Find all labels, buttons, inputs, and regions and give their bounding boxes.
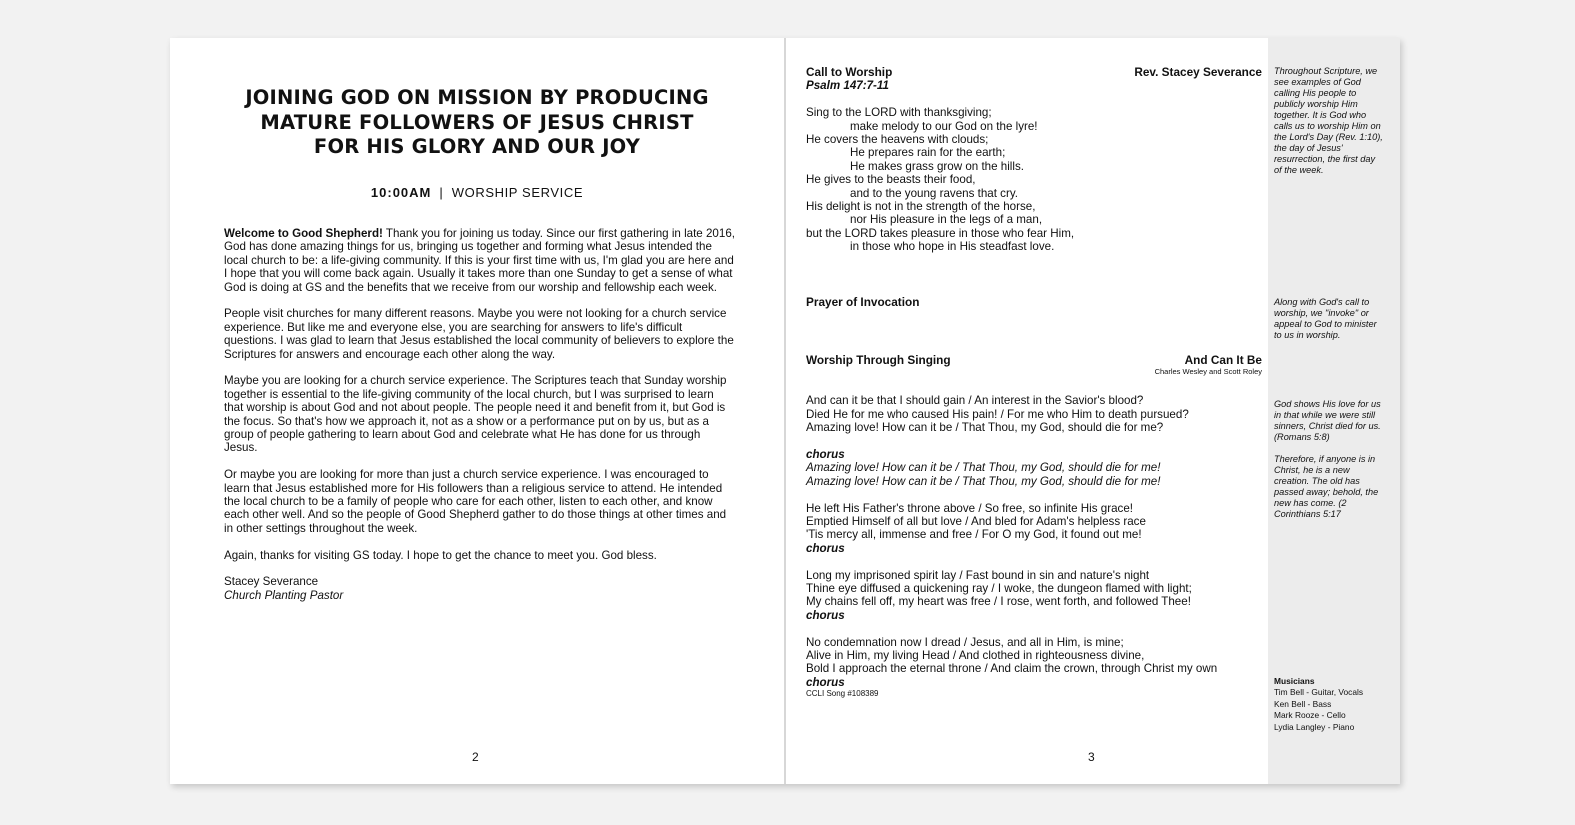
chorus-label: chorus (806, 675, 845, 689)
note-text: God shows His love for us in that while we were still sinners, Christ died for us. (Romans 5:8) (1274, 399, 1381, 442)
right-page (786, 38, 1400, 784)
page-number: 3 (1088, 750, 1095, 764)
scripture-line: Sing to the LORD with thanksgiving; (806, 106, 992, 120)
verse (806, 569, 1262, 623)
sidebar-note (1274, 399, 1384, 531)
verse (806, 636, 1262, 690)
sidebar-note (1274, 297, 1384, 352)
page-number: 2 (472, 750, 479, 764)
musicians-list (1274, 676, 1394, 733)
scripture-line: in those who hope in His steadfast love. (850, 240, 1055, 254)
ccli-number: CCLI Song #108389 (806, 689, 879, 699)
lyric-line: Died He for me who caused His pain! / For me who Him to death pursued? (806, 407, 1189, 421)
scripture-line: but the LORD takes pleasure in those who fear Him, (806, 226, 1075, 240)
title-line: JOINING GOD ON MISSION BY PRODUCING (245, 86, 709, 109)
title-line: FOR HIS GLORY AND OUR JOY (313, 135, 641, 158)
lyric-line: Emptied Himself of all but love / And bled for Adam's helpless race (806, 515, 1146, 529)
left-page (170, 38, 784, 784)
service-heading (210, 185, 744, 200)
lyric-line: My chains fell off, my heart was free / I rose, went forth, and followed Thee! (806, 595, 1191, 609)
section-heading: Call to Worship (806, 65, 893, 79)
lyric-line: Thine eye diffused a quickening ray / I woke, the dungeon flamed with light; (806, 582, 1192, 596)
section-heading: Worship Through Singing (806, 353, 951, 367)
chorus-label: chorus (806, 608, 845, 622)
lyric-line: No condemnation now I dread / Jesus, and all in Him, is mine; (806, 635, 1124, 649)
signature-name: Stacey Severance (224, 575, 319, 589)
chorus-block (806, 448, 1262, 488)
welcome-paragraph (224, 227, 736, 294)
scripture-line: make melody to our God on the lyre! (850, 119, 1038, 133)
song-credit: Charles Wesley and Scott Roley (1154, 367, 1262, 377)
musicians-heading: Musicians (1274, 676, 1315, 686)
note-text: Along with God's call to worship, we "invoke" or appeal to God to minister to us in worship. (1274, 297, 1377, 340)
lyric-line: Alive in Him, my living Head / And clothed in righteousness divine, (806, 649, 1145, 663)
verse (806, 502, 1262, 556)
service-time: 10:00AM (370, 185, 432, 200)
welcome-bold: Welcome to Good Shepherd! (224, 227, 383, 240)
musician: Tim Bell - Guitar, Vocals (1274, 687, 1364, 698)
section-header (806, 66, 1262, 79)
musician: Ken Bell - Bass (1274, 698, 1332, 709)
scripture-line: His delight is not in the strength of the horse, (806, 200, 1036, 214)
mission-title (210, 86, 744, 160)
welcome-letter (224, 227, 736, 602)
scripture-reference: Psalm 147:7-11 (806, 79, 889, 93)
note-text: Throughout Scripture, we see examples of God calling His people to publicly worship Him together. It is God who calls us to worship Him on the Lord's Day (Rev. 1:10), the day of Jesus' resurrection, the first day of the week. (1274, 66, 1383, 175)
letter-paragraph: Again, thanks for visiting GS today. I hope to get the chance to meet you. God bless. (224, 548, 657, 562)
chorus-label: chorus (806, 541, 845, 555)
scripture-lines (806, 106, 1262, 253)
lyric-line: He left His Father's throne above / So free, so infinite His grace! (806, 501, 1133, 515)
scripture-line: He makes grass grow on the hills. (850, 159, 1024, 173)
section-header (806, 296, 1262, 309)
sidebar-note (1274, 66, 1384, 187)
section-heading: Prayer of Invocation (806, 295, 920, 309)
scripture-line: and to the young ravens that cry. (850, 186, 1018, 200)
call-to-worship (806, 66, 1262, 254)
service-name: WORSHIP SERVICE (451, 185, 584, 200)
bulletin-spread (170, 38, 1400, 784)
title-line: MATURE FOLLOWERS OF JESUS CHRIST (260, 110, 694, 134)
musician: Lydia Langley - Piano (1274, 721, 1355, 732)
letter-paragraph: Maybe you are looking for a church service experience. The Scriptures teach that Sunday worship together is essential to the life-giving community of the local church, but I was surprised to learn that worship is about God and not about people. The people need it and benefit from it, but God is the focus. So that's how we approach it, not as a show or a performance put on by us, but as a group of people gathering to learn about God and celebrate what He has done for us through Jesus. (224, 374, 727, 455)
musician: Mark Rooze - Cello (1274, 710, 1346, 721)
service-separator: | (439, 185, 444, 200)
section-header (806, 354, 1262, 367)
scripture-line: He covers the heavens with clouds; (806, 133, 989, 147)
verse (806, 394, 1262, 434)
prayer-section (806, 296, 1262, 309)
leader-name: Rev. Stacey Severance (1134, 65, 1262, 79)
lyric-line: Long my imprisoned spirit lay / Fast bound in sin and nature's night (806, 568, 1150, 582)
note-text: Therefore, if anyone is in Christ, he is a new creation. The old has passed away; behold, the new has come. (2 Corinthians 5:17 (1274, 454, 1379, 519)
signature-title: Church Planting Pastor (224, 588, 344, 602)
lyric-line: 'Tis mercy all, immense and free / For O my God, it found out me! (806, 528, 1142, 542)
lyric-line: Amazing love! How can it be / That Thou, my God, should die for me! (806, 461, 1161, 475)
lyric-line: Amazing love! How can it be / That Thou, my God, should die for me? (806, 421, 1164, 435)
chorus-label: chorus (806, 448, 845, 462)
letter-paragraph: People visit churches for many different reasons. Maybe you were not looking for a church service experience. But like me and everyone else, you are searching for answers to life's difficult questions. I was glad to learn that Jesus established the local community of believers to explore the Scriptures for answers and encourage each other along the way. (224, 307, 734, 361)
lyric-line: Bold I approach the eternal throne / And claim the crown, through Christ my own (806, 662, 1218, 676)
welcome-text: Thank you for joining us today. Since our first gathering in late 2016, God has done amazing things for us, bringing us together and forming what Jesus intended the local church to be: a life-giving community. If this is your first time with us, I'm glad you are here and I hope that you will come back again. Usually it takes more than one Sunday to get a sense of what God is doing at GS and the benefits that we receive from our worship and fellowship each week. (224, 227, 735, 294)
singing-section (806, 354, 1262, 699)
lyric-line: And can it be that I should gain / An interest in the Savior's blood? (806, 394, 1144, 408)
song-title: And Can It Be (1184, 353, 1262, 367)
scripture-line: He prepares rain for the earth; (850, 146, 1006, 160)
lyric-line: Amazing love! How can it be / That Thou, my God, should die for me! (806, 474, 1161, 488)
scripture-line: nor His pleasure in the legs of a man, (850, 213, 1043, 227)
letter-paragraph: Or maybe you are looking for more than just a church service experience. I was encouraged to learn that Jesus established more for His followers than a religious service to attend. He intended the local church to be a family of people who care for each other, listen to each other, and know each other well. And so the people of Good Shepherd gather to do those things at other times and in other settings throughout the week. (224, 468, 727, 535)
scripture-line: He gives to the beasts their food, (806, 173, 976, 187)
